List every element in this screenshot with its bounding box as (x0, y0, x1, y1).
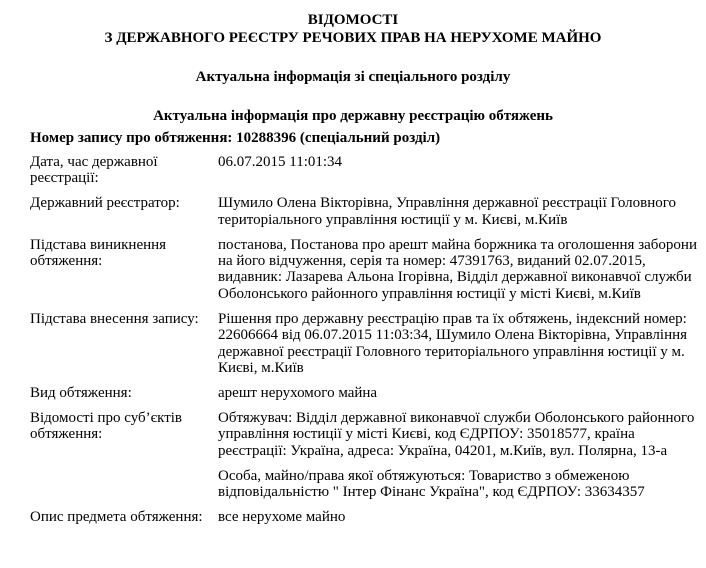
record-details (30, 154, 700, 534)
detail-row (30, 154, 700, 187)
detail-row (30, 385, 700, 401)
detail-value-paragraph: Рішення про державну реєстрацію прав та їх обтяжень, індексний номер: 22606664 від 06.07.2015 11:03:34, Шумило Олена Вікторівна, Управління державної реєстрації Головного територіального управління юстиції у м. Києві, м.Київ (218, 310, 688, 376)
detail-value-paragraph: постанова, Постанова про арешт майна боржника та оголошення заборони на його відчуження, серія та номер: 47391763, виданий 02.07.2015, видавник: Лазарева Альона Ігорівна, Відділ державної виконавчої служби Оболонського районного управління юстиції у місті Києві, м.Київ (218, 236, 697, 302)
detail-row (30, 509, 700, 525)
detail-value-paragraph: арешт нерухомого майна (218, 384, 378, 401)
detail-label: Дата, час державної реєстрації: (30, 154, 158, 187)
detail-label: Підстава виникнення обтяження: (30, 236, 167, 270)
detail-value (218, 311, 700, 377)
detail-label: Відомості про суб’єктів обтяження: (30, 409, 183, 443)
section-heading: Актуальна інформація зі спеціального розділу (195, 69, 511, 85)
document-subtitle: З ДЕРЖАВНОГО РЕЄСТРУ РЕЧОВИХ ПРАВ НА НЕРУХОМЕ МАЙНО (104, 30, 602, 46)
detail-label: Вид обтяження: (30, 384, 132, 401)
detail-row (30, 410, 700, 501)
detail-value-paragraph: Обтяжувач: Відділ державної виконавчої служби Оболонського районного управління юстиції у місті Києві, код ЄДРПОУ: 35018577, країна реєстрації: Україна, адреса: Україна, 04201, м.Київ, вул. Полярна, 13-а (218, 409, 695, 459)
document-title: ВІДОМОСТІ (307, 12, 399, 28)
detail-value-paragraph: 06.07.2015 11:01:34 (218, 154, 343, 170)
detail-row (30, 311, 700, 377)
detail-value (218, 385, 700, 401)
detail-value (218, 237, 700, 303)
detail-value-paragraph: Шумило Олена Вікторівна, Управління державної реєстрації Головного територіального управління юстиції у м. Києві, м.Київ (218, 195, 677, 228)
detail-label: Підстава внесення запису: (30, 310, 199, 327)
detail-label: Опис предмета обтяження: (30, 508, 203, 525)
detail-label: Державний реєстратор: (30, 195, 180, 212)
detail-value (218, 195, 700, 228)
detail-value (218, 154, 700, 187)
detail-value-paragraph: Особа, майно/права якої обтяжуються: Товариство з обмеженою відповідальністю " Інтер Фінанс Україна", код ЄДРПОУ: 33634357 (218, 467, 645, 500)
subsection-heading: Актуальна інформація про державну реєстрацію обтяжень (153, 108, 553, 124)
detail-value (218, 410, 700, 501)
detail-value (218, 509, 700, 525)
record-number: Номер запису про обтяження: 10288396 (спеціальний розділ) (30, 130, 441, 146)
detail-row (30, 195, 700, 228)
detail-row (30, 237, 700, 303)
detail-value-paragraph: все нерухоме майно (218, 508, 346, 525)
